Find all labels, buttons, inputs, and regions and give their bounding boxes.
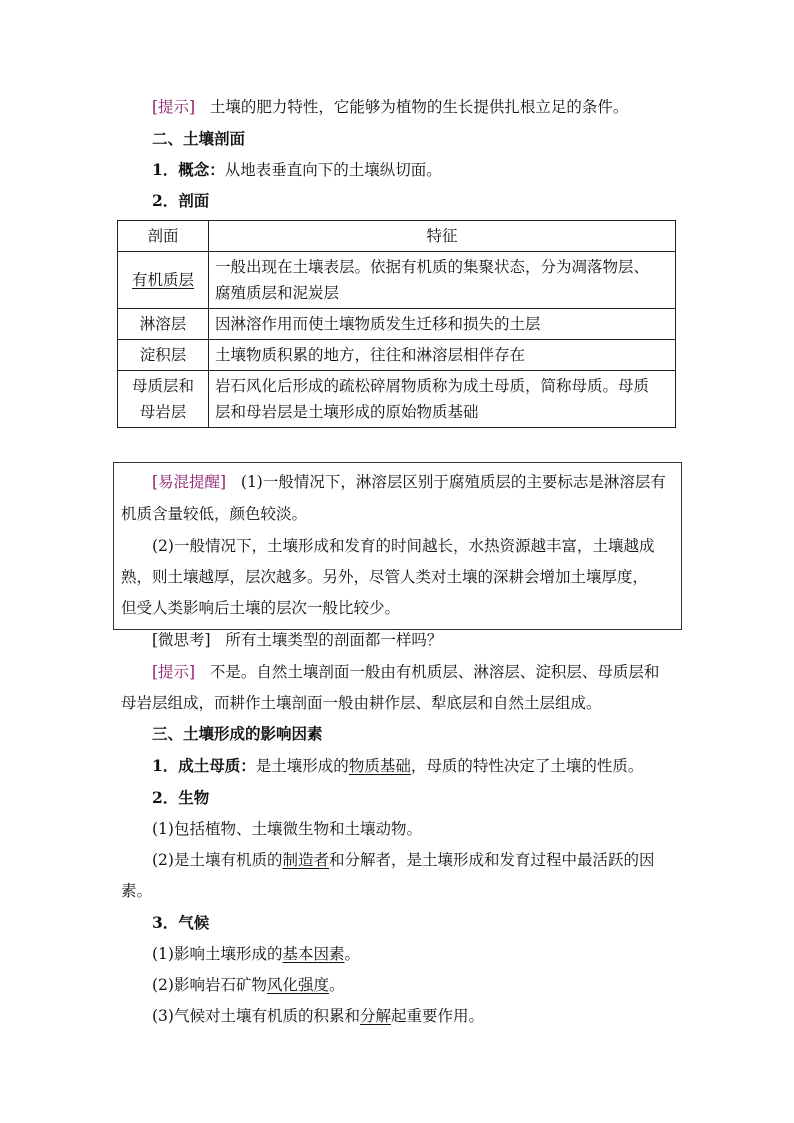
hint-text: 土壤的肥力特性，它能够为植物的生长提供扎根立足的条件。 — [209, 98, 629, 116]
climate-line-1: (1)影响土壤形成的基本因素。 — [152, 945, 360, 963]
table-row — [118, 340, 676, 371]
concept-text: 从地表垂直向下的土壤纵切面。 — [224, 161, 442, 179]
table-row — [118, 309, 676, 340]
confusion-line-4: 熟，则土壤越厚，层次越多。另外，尽管人类对土壤的深耕会增加土壤厚度， — [121, 568, 649, 586]
layer-name: 淀积层 — [118, 340, 209, 371]
factor-climate-label: 3．气候 — [152, 913, 210, 932]
biology-line-3: 素。 — [121, 882, 153, 900]
layer-feature: 因淋溶作用而使土壤物质发生迁移和损失的土层 — [209, 309, 676, 340]
hint-tag: [提示] — [152, 98, 196, 116]
hint2-line-1: [提示] 不是。自然土壤剖面一般由有机质层、淋溶层、淀积层、母质层和 — [152, 663, 660, 681]
layer-name: 有机质层 — [118, 252, 209, 309]
layer-feature: 土壤物质积累的地方，往往和淋溶层相伴存在 — [209, 340, 676, 371]
think-text: 所有土壤类型的剖面都一样吗？ — [225, 631, 443, 649]
climate-line-3: (3)气候对土壤有机质的积累和分解起重要作用。 — [152, 1007, 484, 1025]
table-header-row — [118, 221, 676, 252]
layer-feature: 一般出现在土壤表层。依据有机质的集聚状态，分为凋落物层、 腐殖质层和泥炭层 — [209, 252, 676, 309]
hint-line — [152, 96, 628, 118]
table-row — [118, 252, 676, 309]
concept-prefix: 1．概念： — [152, 160, 225, 179]
think-tag: [微思考] — [152, 631, 211, 649]
table-header-feature: 特征 — [209, 221, 676, 252]
hint2-line-2: 母岩层组成，而耕作土壤剖面一般由耕作层、犁底层和自然土层组成。 — [121, 694, 602, 712]
table-header-profile: 剖面 — [118, 221, 209, 252]
biology-line-1: (1)包括植物、土壤微生物和土壤动物。 — [152, 820, 422, 838]
layer-name: 母质层和 母岩层 — [118, 371, 209, 428]
layer-name: 淋溶层 — [118, 309, 209, 340]
confusion-tag: [易混提醒] — [152, 473, 227, 491]
climate-line-2: (2)影响岩石矿物风化强度。 — [152, 976, 345, 994]
soil-profile-table — [117, 220, 676, 428]
confusion-line-5: 但受人类影响后土壤的层次一般比较少。 — [121, 599, 401, 617]
biology-line-2: (2)是土壤有机质的制造者和分解者，是土壤形成和发育过程中最活跃的因 — [152, 851, 655, 869]
section-title-factors: 三、土壤形成的影响因素 — [152, 724, 323, 743]
table-row — [118, 371, 676, 428]
concept-line — [152, 159, 442, 181]
factor-biology-label: 2．生物 — [152, 788, 210, 807]
confusion-line-3: (2)一般情况下，土壤形成和发育的时间越长，水热资源越丰富，土壤越成 — [152, 537, 655, 555]
confusion-line-1: [易混提醒] (1)一般情况下，淋溶层区别于腐殖质层的主要标志是淋溶层有 — [152, 473, 666, 491]
factor-parent-material: 1．成土母质：是土壤形成的物质基础，母质的特性决定了土壤的性质。 — [152, 756, 644, 775]
section-title-profile: 二、土壤剖面 — [152, 129, 246, 148]
profile-label: 2．剖面 — [152, 191, 210, 210]
hint2-tag: [提示] — [152, 663, 196, 681]
layer-feature: 岩石风化后形成的疏松碎屑物质称为成土母质，简称母质。母质 层和母岩层是土壤形成的原始物质基础 — [209, 371, 676, 428]
confusion-line-2: 机质含量较低，颜色较淡。 — [121, 505, 308, 523]
think-line — [152, 629, 442, 651]
